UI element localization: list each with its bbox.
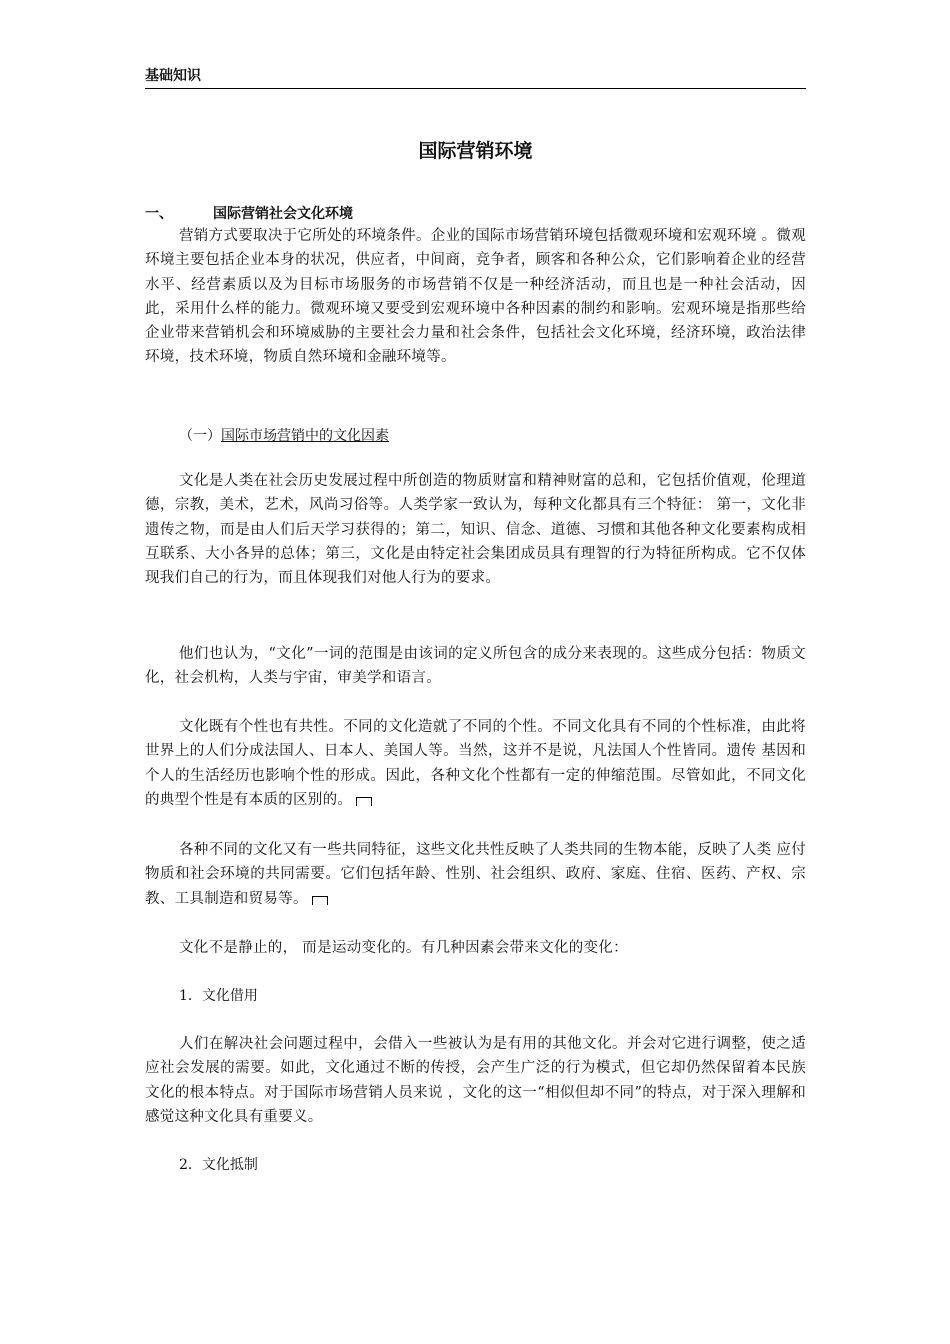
paragraph-culture-definition: 文化是人类在社会历史发展过程中所创造的物质财富和精神财富的总和，它包括价值观，伦理道德，宗教，美术，艺术，风尚习俗等。人类学家一致认为，每种文化都具有三个特征： 第一，文化非遗传之物，而是由人们后天学习获得的；第二，知识、信念、道德、习惯和其他各种文化要素构成相互联系、大小各异的总体；第三，文化是由特定社会集团成员具有理智的行为特征所构成。它不仅体现我们自己的行为，而且体现我们对他人行为的要求。: [145, 473, 806, 587]
section-number: 一、: [145, 206, 173, 222]
paragraph-text: 各种不同的文化又有一些共同特征，这些文化共性反映了人类共同的生物本能，反映了人类 应付物质和社会环境的共同需要。它们包括年龄、性别、社会组织、政府、家庭、住宿、医药、产权、宗教、工具制造和贸易等。: [145, 842, 806, 907]
paragraph-culture-individuality: [145, 715, 806, 812]
paragraph-text: 文化既有个性也有共性。不同的文化造就了不同的个性。不同文化具有不同的个性标准，由此将世界上的人们分成法国人、日本人、美国人等。当然，这并不是说，凡法国人个性皆同。遗传 基因和个人的生活经历也影响个性的形成。因此，各种文化个性都有一定的伸缩范围。尽管如此，不同文化的典型个性是有本质的区别的。: [145, 719, 806, 808]
paragraph-intro: 营销方式要取决于它所处的环境条件。企业的国际市场营销环境包括微观环境和宏观环境 。微观环境主要包括企业本身的状况，供应者，中间商，竞争者，顾客和各种公众，它们影响着企业的经营水平、经营素质以及为目标市场服务的市场营销不仅是一种经济活动，而且也是一种社会活动，因此，采用什么样的能力。微观环境又要受到宏观环境中各种因素的制约和影响。宏观环境是指那些给企业带来营销机会和环境威胁的主要社会力量和社会条件，包括社会文化环境，经济环境，政治法律环境，技术环境，物质自然环境和金融环境等。: [145, 228, 806, 366]
annotation-mark-icon: [312, 896, 328, 905]
item-heading-borrowing: 1．文化借用: [179, 988, 258, 1004]
paragraph-culture-change: 文化不是静止的， 而是运动变化的。有几种因素会带来文化的变化：: [179, 940, 628, 956]
subsection-heading: [179, 424, 389, 448]
paragraph-culture-scope: 他们也认为，“文化”一词的范围是由该词的定义所包含的成分来表现的。这些成分包括：物质文化，社会机构，人类与宇宙，审美学和语言。: [145, 646, 806, 687]
paragraph-culture-borrowing: 人们在解决社会问题过程中，会借入一些被认为是有用的其他文化。并会对它进行调整，使之适应社会发展的需要。如此，文化通过不断的传授，会产生广泛的行为模式，但它却仍然保留着本民族文化的根本特点。对于国际市场营销人员来说 ，文化的这一“相似但却不同”的特点，对于深入理解和感觉这种文化具有重要义。: [145, 1036, 806, 1125]
section-heading: [145, 204, 806, 224]
subsection-title: 国际市场营销中的文化因素: [221, 428, 389, 444]
annotation-mark-icon: [356, 797, 372, 806]
page-header: 基础知识: [145, 66, 806, 89]
item-heading-resistance: 2．文化抵制: [179, 1157, 258, 1173]
section-title: 国际营销社会文化环境: [213, 206, 353, 222]
subsection-prefix: （一）: [179, 428, 221, 444]
document-title: 国际营销环境: [418, 140, 533, 162]
paragraph-culture-commonality: [145, 838, 806, 911]
